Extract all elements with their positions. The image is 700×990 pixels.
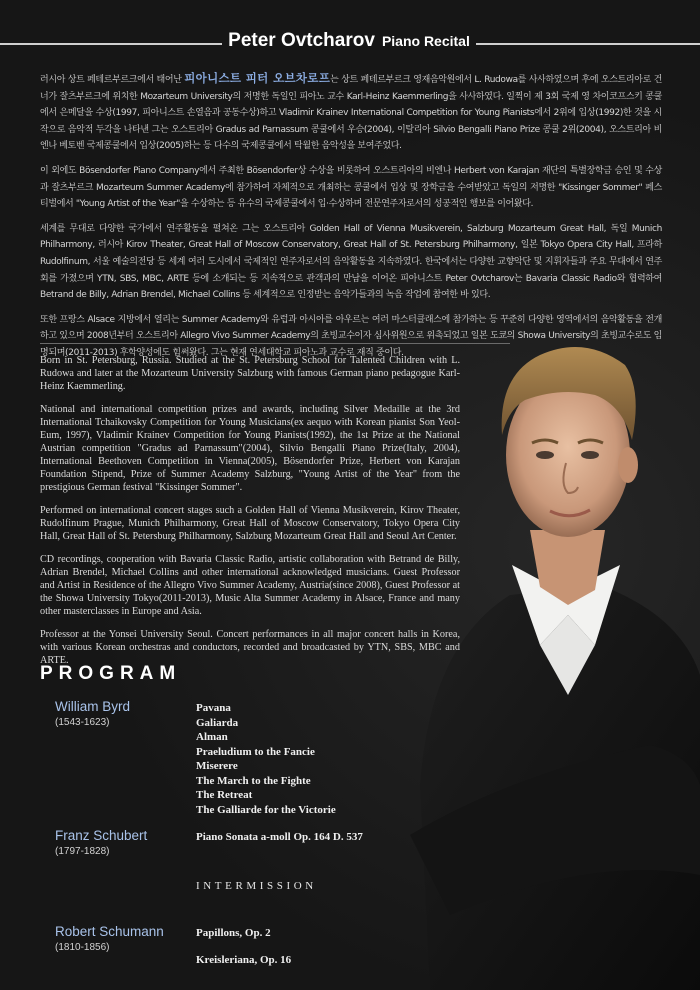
english-paragraph: Performed on international concert stages such a Golden Hall of Vienna Musikverein, Kirov Theater, Rudolfinum Prague, Munich Philharmony, Great Hall of Moscow Conservatory, Tokyo Opera City Hall, Great Hall of St. Petersburg Philharmony, Salzburg Mozarteum Great Hall and Seoul Art Center. — [40, 505, 460, 542]
work-title: Papillons, Op. 2 — [196, 927, 271, 939]
english-paragraph: Born in St. Petersburg, Russia. Studied at the St. Petersburg School for Talented Children with L. Rudowa and later at the Mozarteum University Salzburg with famous German piano pedagogue Karl-Heinz Kaemmerling. — [40, 355, 460, 392]
composer-name: Franz Schubert — [55, 828, 148, 843]
composer-name: William Byrd — [55, 699, 131, 714]
header-rule-right — [476, 43, 700, 45]
work-list — [196, 701, 336, 817]
work-title: The Galliarde for the Victorie — [196, 803, 336, 816]
korean-paragraph — [40, 70, 662, 155]
recital-subtitle: Piano Recital — [381, 33, 470, 49]
work-title: Piano Sonata a-moll Op. 164 D. 537 — [196, 831, 363, 843]
work-list — [196, 926, 291, 967]
work-title: The Retreat — [196, 789, 253, 801]
korean-paragraph: 또한 프랑스 Alsace 지방에서 열리는 Summer Academy와 유럽과 아시아를 아우르는 여러 마스터클래스에 참가하는 등 꾸준히 다양한 영역에서의 음악활동을 전개하고 있으며 2008년부터 오스트리아 Allegro Vivo Summer Academy의 초빙교수이자 심사위원으로 위촉되었고 일본 도쿄의 Showa University의 초빙교수로도 임명되며(2011-2013) 후학양성에도 힘써왔다. 그는 현재 연세대학교 피아노과 교수로 재직 중이다. — [40, 314, 662, 358]
section-divider — [40, 343, 510, 344]
work-title: Kreisleriana, Op. 16 — [196, 953, 292, 966]
english-paragraph: National and international competition prizes and awards, including Silver Medaille at the 3rd International Tchaikovsky Competition for Young Musicians(ex aequo with Korean pianist Son Yeol-Eum, 1997), Vladimir Krainev Competition for Young Pianists(1992), the 1st Prize at the National Austrian competition "Gradus ad Parnassum"(2004), Silvio Bengalli Piano Prize(Italy, 2004), International Beethoven Competition in Vienna(2005), Bösendorfer Prize, Herbert von Karajan Foundation Stipend, Prize of Summer Academy Salzburg, "Young Artist of the Year" from the prestigious German festival "Kissinger Sommer". — [40, 404, 460, 493]
korean-biography — [40, 70, 662, 370]
work-title: Alman — [196, 731, 228, 743]
korean-name-highlight: 피아니스트 피터 오브차로프 — [184, 71, 331, 85]
work-title: The March to the Fighte — [196, 774, 311, 787]
english-paragraph: Professor at the Yonsei University Seoul. Concert performances in all major concert halls in Korea, with various Korean orchestras and conductors, recorded and broadcasted by YTN, SBS, MBC and ARTE. — [40, 629, 460, 666]
composer-years: (1543-1623) — [55, 717, 110, 728]
korean-text: 러시아 상트 페테르부르크에서 태어난 — [40, 75, 185, 85]
english-paragraph: CD recordings, cooperation with Bavaria Classic Radio, artistic collaboration with Betrand de Billy, Adrian Brendel, Michael Collins and other international acknowledged musicians. Guest Professor and Artist in Residence of the Allegro Vivo Summer Academy, Austria(since 2008), Guest Professor at the Showa University Tokyo(2011-2013), Music Alta Summer Academy in Alsace, France and many other masterclasses in Europe and Asia. — [40, 554, 460, 617]
intermission-label: INTERMISSION — [196, 880, 317, 892]
work-title: Galiarda — [196, 716, 239, 729]
korean-paragraph: 이 외에도 Bösendorfer Piano Company에서 주최한 Bösendorfer상 수상을 비롯하여 오스트리아의 비엔나 Herbert von Karajan 재단의 특별장학금 승인 및 수상과 잘츠부르크 Mozarteum Summer Academy에 참가하여 자체적으로 개최하는 콩쿨에서 입상 및 장학금을 수여받았고 독일의 저명한 "Kissinger Sommer" 페스티벌에서 "Young Artist of the Year"을 수상하는 등 유수의 국제콩쿨에서 입·수상하며 전문연주자로서의 성공적인 행보를 이어왔다. — [40, 165, 662, 210]
work-title: Pavana — [196, 702, 231, 714]
recital-title — [226, 30, 472, 52]
korean-text: 는 상트 페테르부르크 영재음악원에서 L. Rudowa를 사사하였으며 후에 오스트리아로 건너가 잘츠부르크에 위치한 Mozarteum University의 저명한 독일인 피아노 교수 Karl-Heinz Kaemmerling을 사사하였다. 일찍이 제 3회 국제 영 차이코프스키 콩쿨에서 은메달을 수상(1997, 피아니스트 손열음과 공동수상)하고 Vladimir Krainev International Competition for Young Pianists에서 2위에 입상(1992)한 것을 시작으로 음악적 두각을 나타낸 그는 오스트리아 Gradus ad Parnassum 콩쿨에서 우승(2004), 이탈리아 Silvio Bengalli Piano Prize 콩쿨 2위(2004), 오스트리아 비엔나 베토벤 국제콩쿨에서 입상(2005)하는 등 다수의 국제콩쿨에서 탁월한 음악성을 보여주었다. — [40, 75, 662, 152]
english-biography — [40, 354, 460, 677]
program-heading: PROGRAM — [40, 663, 182, 684]
work-title: Praeludium to the Fancie — [196, 745, 315, 758]
header-rule-left — [0, 43, 222, 45]
recital-header — [0, 30, 700, 58]
work-title: Miserere — [196, 760, 238, 772]
korean-paragraph: 세계를 무대로 다양한 국가에서 연주활동을 펼쳐온 그는 오스트리아 Golden Hall of Vienna Musikverein, Salzburg Mozarteum Great Hall, 독일 Munich Philharmony, 러시아 Kirov Theater, Great Hall of Moscow Conservatory, Great Hall of St. Petersburg Philharmony, 일본 Tokyo Opera City Hall, 프라하 Rudolfinum, 서울 예술의전당 등 세계 여러 도시에서 국제적인 연주자로서의 음악활동을 지속하였다. 한국에서는 다양한 교향악단 및 지휘자들과 주요 무대에서 연주회를 가졌으며 YTN, SBS, MBC, ARTE 등에 소개되는 등 지속적으로 관객과의 만남을 이어온 피아니스트 Peter Ovtcharov는 Bavaria Classic Radio와 협력하여 Betrand de Billy, Adrian Brendel, Michael Collins 등 세계적으로 인정받는 음악가들과의 녹음 작업에 참여한 바 있다. — [40, 223, 662, 301]
composer-name: Robert Schumann — [55, 924, 164, 939]
performer-name: Peter Ovtcharov — [228, 30, 375, 51]
work-list — [196, 830, 363, 845]
composer-years: (1797-1828) — [55, 846, 110, 857]
composer-years: (1810-1856) — [55, 942, 110, 953]
